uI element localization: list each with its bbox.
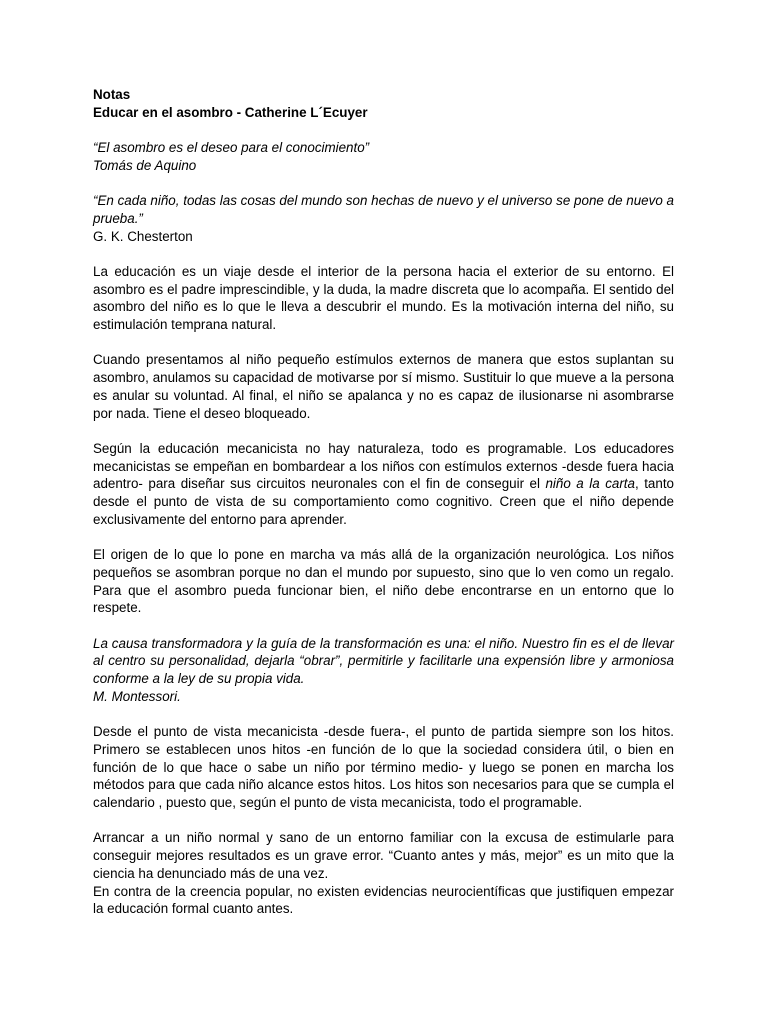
paragraph-milestones: Desde el punto de vista mecanicista -desde fuera-, el punto de partida siempre son los hitos. Primero se establecen unos hitos -en función de lo que la sociedad considera útil, o bien en función de lo que hace o sabe un niño por término medio- y luego se ponen en marcha los métodos para que cada niño alcance estos hitos. Los hitos son necesarios para que se cumpla el calendario , puesto que, según el punto de vista mecanicista, todo el programable. bbox=[93, 724, 674, 810]
quote-text: “En cada niño, todas las cosas del mundo son hechas de nuevo y el universo se pone de nuevo a prueba.” bbox=[93, 193, 674, 226]
notes-label: Notas bbox=[93, 87, 131, 102]
title-block bbox=[93, 86, 674, 121]
paragraph-origin-wonder: El origen de lo que lo pone en marcha va más allá de la organización neurológica. Los niños pequeños se asombran porque no dan el mundo por supuesto, sino que lo ven como un regalo. Para que el asombro pueda funcionar bien, el niño debe encontrarse en un entorno que lo respete. bbox=[93, 547, 674, 616]
paragraph-text: Según la educación mecanicista no hay naturaleza, todo es programable. Los educadores mecanicistas se empeñan en bombardear a los niños con estímulos externos -desde fuera hacia adentro- para diseñar sus circuitos neuronales con el fin de conseguir el bbox=[93, 440, 674, 492]
quote-author: Tomás de Aquino bbox=[93, 157, 197, 173]
paragraph-formal-education: En contra de la creencia popular, no existen evidencias neurocientíficas que justifiquen empezar la educación formal cuanto antes. bbox=[93, 883, 674, 917]
paragraph-external-stimuli: Cuando presentamos al niño pequeño estímulos externos de manera que estos suplantan su asombro, anulamos su capacidad de motivarse por sí mismo. Sustituir lo que mueve a la persona es anular su voluntad. Al final, el niño se apalanca y no es capaz de ilusionarse ni asombrarse por nada. Tiene el deseo bloqueado. bbox=[93, 352, 674, 421]
paragraph-education-journey: La educación es un viaje desde el interior de la persona hacia el exterior de su entorno. El asombro es el padre imprescindible, y la duda, la madre discreta que lo acompaña. El sentido del asombro del niño es lo que le lleva a descubrir el mundo. Es la motivación interna del niño, su estimulación temprana natural. bbox=[93, 263, 674, 333]
paragraph-text: , tanto desde el punto de vista de su comportamiento como cognitivo. Creen que el niño depende exclusivamente del entorno para aprender. bbox=[93, 476, 674, 527]
quote-author: M. Montessori. bbox=[93, 688, 181, 704]
document-page bbox=[93, 86, 674, 936]
emphasis-text: niño a la carta bbox=[545, 476, 635, 492]
paragraph-mechanistic-education bbox=[93, 440, 674, 529]
quote-text: La causa transformadora y la guía de la transformación es una: el niño. Nuestro fin es el de llevar al centro su personalidad, dejarla “obrar”, permitirle y facilitarle una expensión libre y armoniosa conforme a la ley de su propia vida. bbox=[93, 635, 674, 687]
document-title: Educar en el asombro - Catherine L´Ecuyer bbox=[93, 104, 368, 120]
epigraph-montessori bbox=[93, 635, 674, 706]
epigraph-aquino bbox=[93, 139, 674, 174]
paragraph-early-stimulation: Arrancar a un niño normal y sano de un entorno familiar con la excusa de estimularle para conseguir mejores resultados es un grave error. “Cuanto antes y más, mejor” es un mito que la ciencia ha denunciado más de una vez. bbox=[93, 830, 674, 881]
quote-text: “El asombro es el deseo para el conocimiento” bbox=[93, 140, 370, 156]
epigraph-chesterton bbox=[93, 192, 674, 245]
quote-author: G. K. Chesterton bbox=[93, 228, 193, 244]
